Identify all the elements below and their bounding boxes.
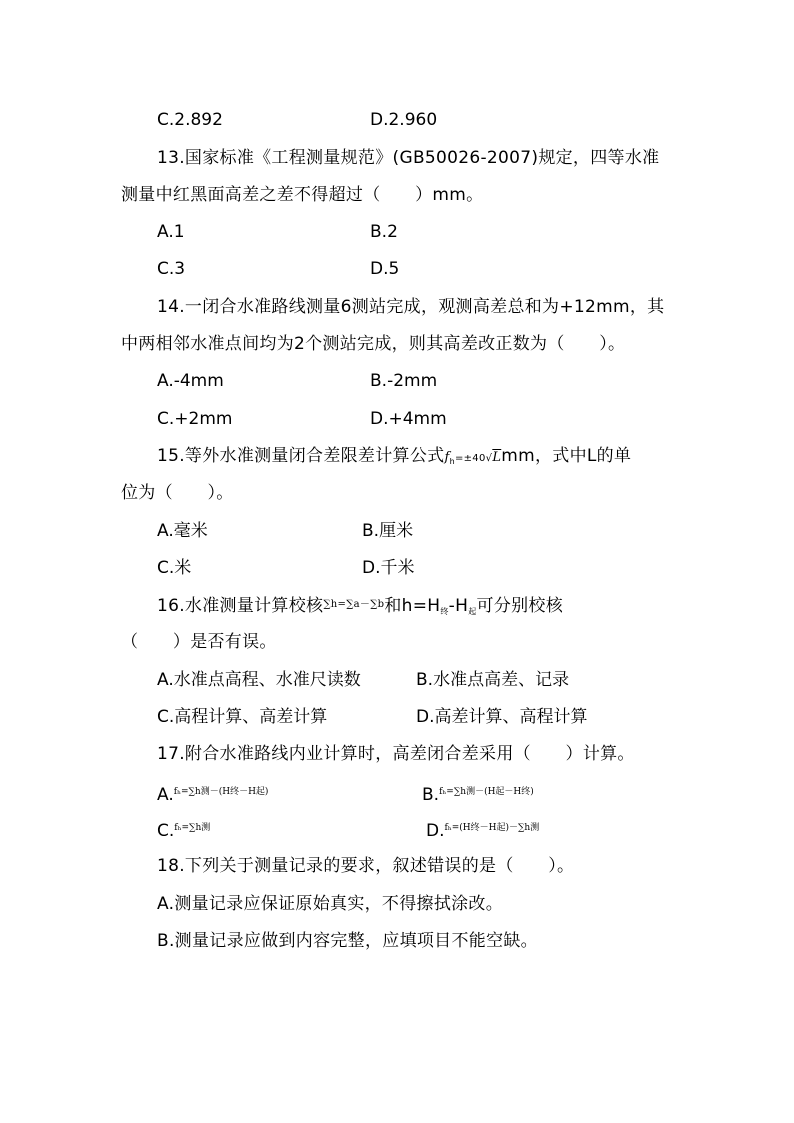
q17-option-d-label: D.	[426, 821, 445, 841]
q17-option-b-label: B.	[422, 785, 440, 805]
q18-option-b: B.测量记录应做到内容完整，应填项目不能空缺。	[157, 931, 538, 951]
q16-stem-text-end: 可分别校核	[476, 596, 564, 616]
q15-option-d: D.千米	[362, 558, 415, 578]
q13-option-c: C.3	[157, 259, 186, 279]
q13-option-b: B.2	[370, 222, 398, 242]
q16-option-c: C.高程计算、高差计算	[157, 707, 328, 727]
q17-option-b-formula: fₕ=∑h测－(H起－H终)	[439, 787, 534, 797]
q14-stem-line2: 中两相邻水准点间均为2个测站完成，则其高差改正数为（ ）。	[121, 334, 626, 354]
q18-stem-line1: 18.下列关于测量记录的要求，叙述错误的是（ ）。	[157, 856, 575, 876]
q12-option-d: D.2.960	[370, 110, 438, 130]
q14-option-c: C.+2mm	[157, 409, 233, 429]
q16-option-b: B.水准点高差、记录	[416, 670, 570, 690]
q15-formula-subscript: h	[449, 457, 455, 466]
sqrt-icon: √	[485, 453, 493, 464]
q15-formula-f: f	[444, 450, 450, 465]
q15-stem-text-end: mm，式中L的单	[501, 446, 632, 466]
q13-option-d: D.5	[370, 259, 400, 279]
q14-stem-line1: 14.一闭合水准路线测量6测站完成，观测高差总和为+12mm，其	[157, 297, 665, 317]
q15-formula-coefficient: =±40	[454, 453, 486, 464]
q16-subscript-start: 起	[468, 607, 477, 616]
q15-option-c: C.米	[157, 558, 192, 578]
q16-subscript-end: 终	[440, 607, 449, 616]
q17-option-a-label: A.	[157, 785, 174, 805]
q12-option-c: C.2.892	[157, 110, 223, 130]
q14-option-d: D.+4mm	[370, 409, 447, 429]
q15-stem-text: 15.等外水准测量闭合差限差计算公式	[157, 446, 445, 466]
q17-option-b	[422, 780, 534, 807]
q15-stem-line2: 位为（ ）。	[121, 483, 234, 503]
q16-option-a: A.水准点高程、水准尺读数	[157, 670, 361, 690]
q17-option-d	[426, 816, 539, 843]
q16-stem-text: 16.水准测量计算校核	[157, 596, 324, 616]
q15-formula-variable: L	[492, 450, 502, 465]
q18-option-a: A.测量记录应保证原始真实，不得擦拭涂改。	[157, 894, 504, 914]
q16-stem-mid: 和h=H	[384, 596, 441, 616]
q17-option-a	[157, 780, 268, 807]
q17-option-c-label: C.	[157, 821, 175, 841]
q17-option-c-formula: fₕ=∑h测	[174, 823, 211, 833]
q16-option-d: D.高差计算、高程计算	[416, 707, 588, 727]
q16-stem-line2: （ ）是否有误。	[121, 632, 277, 652]
q16-formula: ∑h=∑a－∑b	[323, 599, 385, 610]
q17-option-d-formula: fₕ=(H终－H起)－∑h测	[444, 823, 540, 833]
q13-stem-line1: 13.国家标准《工程测量规范》(GB50026-2007)规定，四等水准	[157, 148, 660, 168]
q15-option-b: B.厘米	[362, 521, 414, 541]
q14-option-a: A.-4mm	[157, 371, 224, 391]
q14-option-b: B.-2mm	[370, 371, 438, 391]
q15-stem-line1	[157, 444, 631, 474]
q17-option-a-formula: fₕ=∑h测－(H终－H起)	[173, 787, 269, 797]
q13-stem-line2: 测量中红黑面高差之差不得超过（ ）mm。	[121, 185, 484, 205]
q17-option-c	[157, 816, 210, 843]
q13-option-a: A.1	[157, 222, 185, 242]
q17-stem-line1: 17.附合水准路线内业计算时，高差闭合差采用（ ）计算。	[157, 744, 635, 764]
q16-stem-mid2: -H	[448, 596, 469, 616]
q15-option-a: A.毫米	[157, 521, 208, 541]
q16-stem-line1	[157, 593, 563, 624]
